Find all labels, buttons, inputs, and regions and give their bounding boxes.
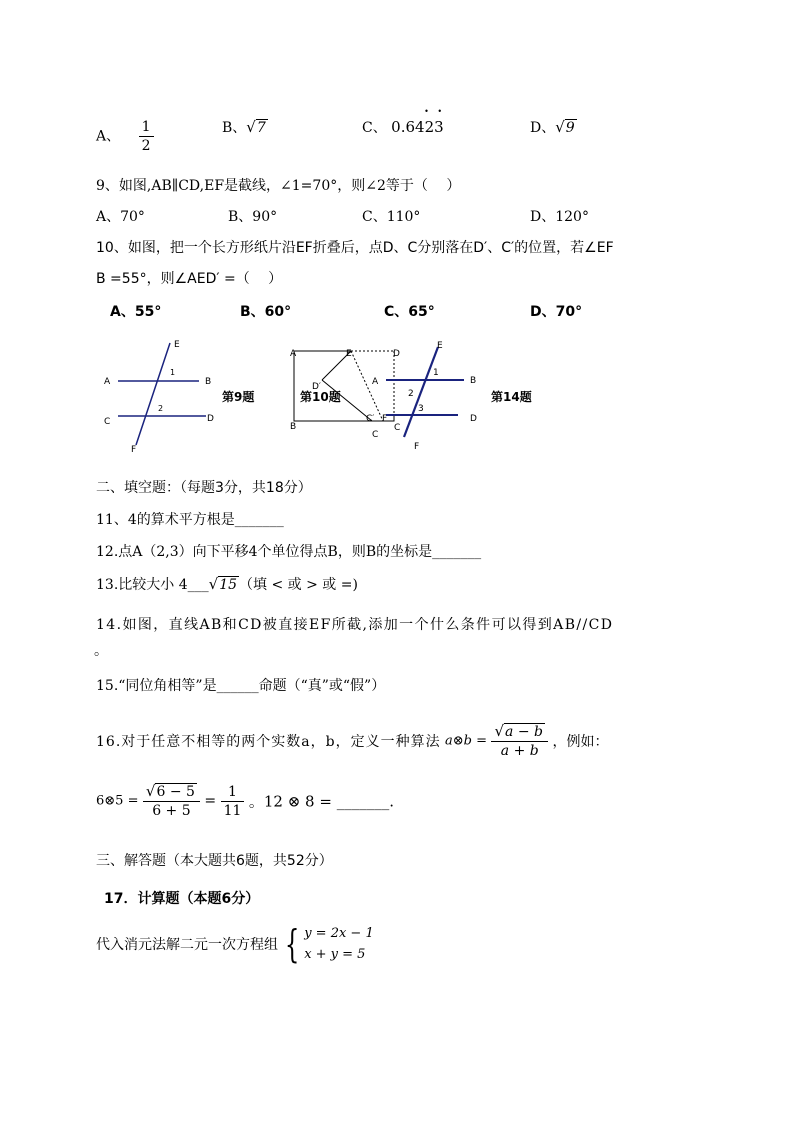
q10-option-b: B、60°	[240, 304, 292, 320]
q13-post: （填 < 或 > 或 =)	[239, 577, 358, 593]
q16-def-denominator: a + b	[500, 743, 539, 759]
figures-panel	[96, 335, 556, 460]
q16-example-result-num: 1	[221, 783, 245, 802]
fig14-label-a: A	[372, 377, 379, 387]
fig10-label-e: E	[346, 349, 352, 359]
q9-stem: 9、如图,AB∥CD,EF是截线，∠1=70°，则∠2等于（ ）	[96, 178, 461, 194]
fig10-fold-line	[351, 351, 383, 421]
q13-radicand: 15	[219, 577, 238, 593]
q12-text: 12.点A（2,3）向下平移4个单位得点B，则B的坐标是_______	[96, 544, 482, 560]
q16-post: ，例如：	[552, 734, 609, 750]
q16-def-fraction: $\frac{√a - b}{a + b}$	[491, 722, 548, 760]
q8-c-value: 0.6423	[391, 118, 444, 136]
fig9-angle-1: 1	[170, 368, 176, 377]
q17-equation-2: x + y = 5	[304, 947, 366, 962]
fig9-caption: 第9题	[222, 390, 255, 404]
q15-text: 15.“同位角相等”是______命题（“真”或“假”）	[96, 678, 386, 694]
q8-a-numerator: 1	[139, 118, 154, 137]
fig14-angle-2: 2	[408, 389, 414, 399]
fig14-label-f: F	[414, 442, 420, 452]
q8-c-repeat-dots: • •	[424, 107, 446, 116]
fig9-label-a: A	[104, 377, 111, 387]
fig10-label-c: C	[372, 430, 379, 440]
q17-system	[304, 923, 374, 965]
section-2-title: 二、填空题：（每题3分，共18分）	[96, 480, 312, 496]
q14-line2: 。	[94, 643, 108, 659]
q16-example-result-den: 11	[223, 802, 242, 819]
q16-def-lhs: a⊗b =	[445, 733, 488, 749]
section-3-title: 三、解答题（本大题共6题，共52分）	[96, 853, 333, 869]
q9-option-a: A、70°	[96, 209, 145, 225]
fig9-label-d: D	[207, 414, 214, 424]
q16-example-tail: 。12 ⊗ 8 = _______.	[248, 792, 394, 811]
q16-def-numerator: a − b	[505, 724, 543, 740]
q8-option-b: B、√7	[222, 118, 266, 136]
q8-b-prefix: B、	[222, 120, 247, 136]
q16-pre: 16.对于任意不相等的两个实数a，b，定义一种算法	[96, 734, 441, 750]
fig14-label-b: B	[470, 376, 477, 386]
fig9-label-e: E	[174, 340, 180, 350]
q17-brace: {	[284, 922, 300, 966]
fig14-caption: 第14题	[491, 390, 532, 404]
fig10-label-f: F	[382, 414, 388, 424]
q8-c-prefix: C、	[362, 120, 387, 136]
q17-stem: 代入消元法解二元一次方程组	[96, 937, 278, 953]
fig14-label-e: E	[437, 341, 443, 351]
fig9-line-ef	[136, 343, 170, 445]
fig9-label-c: C	[104, 417, 111, 427]
q14-line1: 14.如图，直线AB和CD被直接EF所截,添加一个什么条件可以得到AB//CD	[96, 617, 614, 633]
q16-example-result	[221, 783, 245, 820]
figure-14	[372, 341, 477, 452]
fig10-rectangle	[294, 351, 394, 421]
q10-option-d: D、70°	[530, 304, 583, 320]
q17-title: 17．计算题（本题6分）	[104, 891, 260, 907]
fig10-caption: 第10题	[300, 390, 341, 404]
fig14-angle-3: 3	[418, 404, 424, 414]
q13: 13.比较大小 4___√15 （填 < 或 > 或 =)	[96, 575, 358, 593]
q8-d-prefix: D、	[530, 120, 556, 136]
q16-example-lhs: 6⊗5 =	[96, 793, 139, 809]
fig10-label-b: B	[290, 422, 297, 432]
q10-stem-line2: B =55°，则∠AED′ =（ ）	[96, 271, 283, 287]
fig9-angle-2: 2	[158, 404, 164, 413]
q17-equation-1: y = 2x − 1	[304, 926, 374, 941]
q10-option-c: C、65°	[384, 304, 435, 320]
fig10-label-d: D	[393, 349, 400, 359]
q16-line2	[96, 782, 394, 820]
q9-option-b: B、90°	[228, 209, 278, 225]
q8-option-d: D、√9	[530, 118, 575, 136]
fig10-label-c-prime: C′	[366, 414, 375, 424]
q16-example-fraction: $\frac{√6 - 5}{6 + 5}$	[143, 782, 200, 820]
q9-option-c: C、110°	[362, 209, 421, 225]
q16-example-denominator: 6 + 5	[152, 803, 191, 819]
q11-text: 11、4的算术平方根是_______	[96, 512, 284, 528]
fig10-label-a: A	[290, 349, 297, 359]
q9-option-d: D、120°	[530, 209, 589, 225]
fig14-label-d: D	[470, 414, 477, 424]
q17-problem	[96, 922, 374, 966]
q8-option-c	[362, 107, 446, 137]
q8-d-radicand: 9	[565, 120, 575, 136]
q16-line1	[96, 722, 608, 760]
fig14-label-c: C	[394, 423, 401, 433]
fig10-label-d-prime: D′	[312, 382, 321, 392]
figure-9	[104, 340, 214, 455]
q10-stem-line1: 10、如图，把一个长方形纸片沿EF折叠后，点D、C分别落在D′、C′的位置，若∠EF	[96, 240, 614, 256]
fig9-label-b: B	[205, 377, 212, 387]
q8-b-radicand: 7	[256, 120, 266, 136]
fig9-label-f: F	[131, 445, 137, 455]
fig14-angle-1: 1	[433, 368, 439, 378]
q8-a-prefix: A、	[96, 128, 121, 145]
q16-example-equals: =	[204, 793, 217, 809]
q16-example-numerator: 6 − 5	[156, 784, 195, 800]
q8-option-a	[96, 118, 154, 155]
q13-pre: 13.比较大小 4___	[96, 577, 209, 593]
q10-option-a: A、55°	[110, 304, 162, 320]
q8-a-denominator: 2	[141, 138, 151, 154]
q8-a-fraction	[139, 118, 154, 155]
